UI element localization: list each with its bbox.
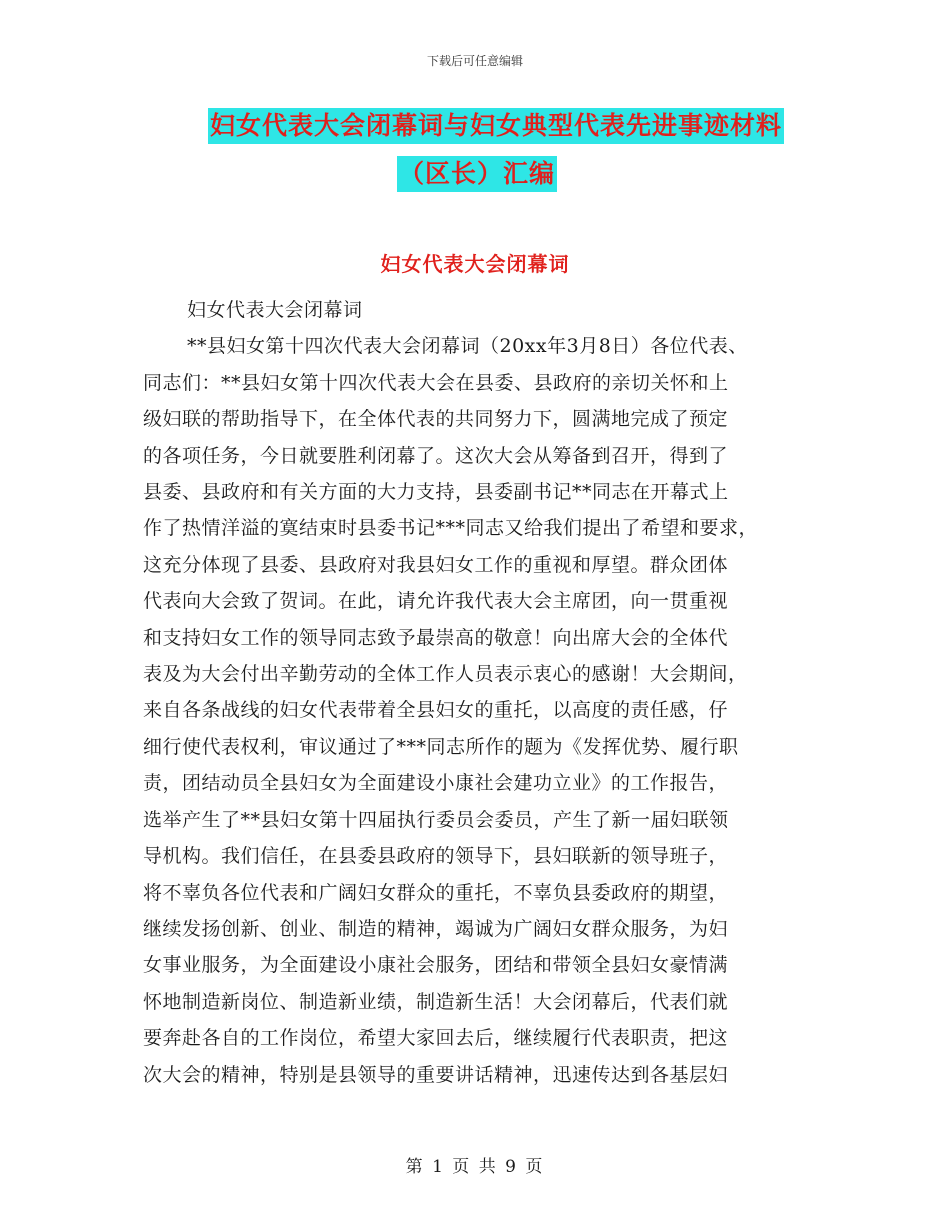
- section-heading: 妇女代表大会闭幕词: [380, 252, 570, 276]
- paragraph-line: 和支持妇女工作的领导同志致予最崇高的敬意！向出席大会的全体代: [143, 626, 729, 649]
- paragraph-line: 继续发扬创新、创业、制造的精神，竭诚为广阔妇女群众服务，为妇: [143, 917, 729, 940]
- paragraph-line: **县妇女第十四次代表大会闭幕词（20xx年3月8日）各位代表、: [187, 335, 748, 358]
- paragraph-line: 选举产生了**县妇女第十四届执行委员会委员，产生了新一届妇联领: [143, 808, 729, 831]
- paragraph-line: 县委、县政府和有关方面的大力支持，县委副书记**同志在开幕式上: [143, 481, 729, 504]
- paragraph-line: 细行使代表权利，审议通过了***同志所作的题为《发挥优势、履行职: [143, 735, 739, 758]
- paragraph-line: 的各项任务，今日就要胜利闭幕了。这次大会从筹备到召开，得到了: [143, 444, 729, 467]
- paragraph-line: 导机构。我们信任，在县委县政府的领导下，县妇联新的领导班子，: [143, 845, 729, 868]
- paragraph-line: 将不辜负各位代表和广阔妇女群众的重托，不辜负县委政府的期望，: [143, 881, 729, 904]
- page-header-note: 下载后可任意编辑: [426, 54, 523, 68]
- paragraph-line: 级妇联的帮助指导下，在全体代表的共同努力下，圆满地完成了预定: [143, 408, 729, 431]
- paragraph-line: 这充分体现了县委、县政府对我县妇女工作的重视和厚望。群众团体: [143, 553, 729, 576]
- paragraph-line: 作了热情洋溢的寞结束时县委书记***同志又给我们提出了希望和要求，: [143, 517, 759, 540]
- paragraph-line: 表及为大会付出辛勤劳动的全体工作人员表示衷心的感谢！大会期间，: [143, 663, 748, 686]
- title-line-2: （区长）汇编: [397, 156, 557, 192]
- paragraph-line: 妇女代表大会闭幕词: [187, 299, 363, 321]
- paragraph-line: 代表向大会致了贺词。在此，请允许我代表大会主席团，向一贯重视: [143, 590, 729, 613]
- paragraph-line: 责，团结动员全县妇女为全面建设小康社会建功立业》的工作报告，: [143, 772, 729, 795]
- paragraph-line: 次大会的精神，特别是县领导的重要讲话精神，迅速传达到各基层妇: [143, 1063, 729, 1086]
- page-footer: 第 1 页 共 9 页: [405, 1157, 545, 1177]
- paragraph-line: 来自各条战线的妇女代表带着全县妇女的重托，以高度的责任感，仔: [143, 699, 729, 722]
- paragraph-line: 同志们：**县妇女第十四次代表大会在县委、县政府的亲切关怀和上: [143, 371, 729, 394]
- paragraph-line: 女事业服务，为全面建设小康社会服务，团结和带领全县妇女豪情满: [143, 954, 729, 977]
- paragraph-line: 怀地制造新岗位、制造新业绩，制造新生活！大会闭幕后，代表们就: [143, 990, 729, 1013]
- body-text: [143, 292, 823, 1093]
- title-line-1: 妇女代表大会闭幕词与妇女典型代表先进事迹材料: [208, 108, 784, 144]
- paragraph-line: 要奔赴各自的工作岗位，希望大家回去后，继续履行代表职责，把这: [143, 1027, 729, 1050]
